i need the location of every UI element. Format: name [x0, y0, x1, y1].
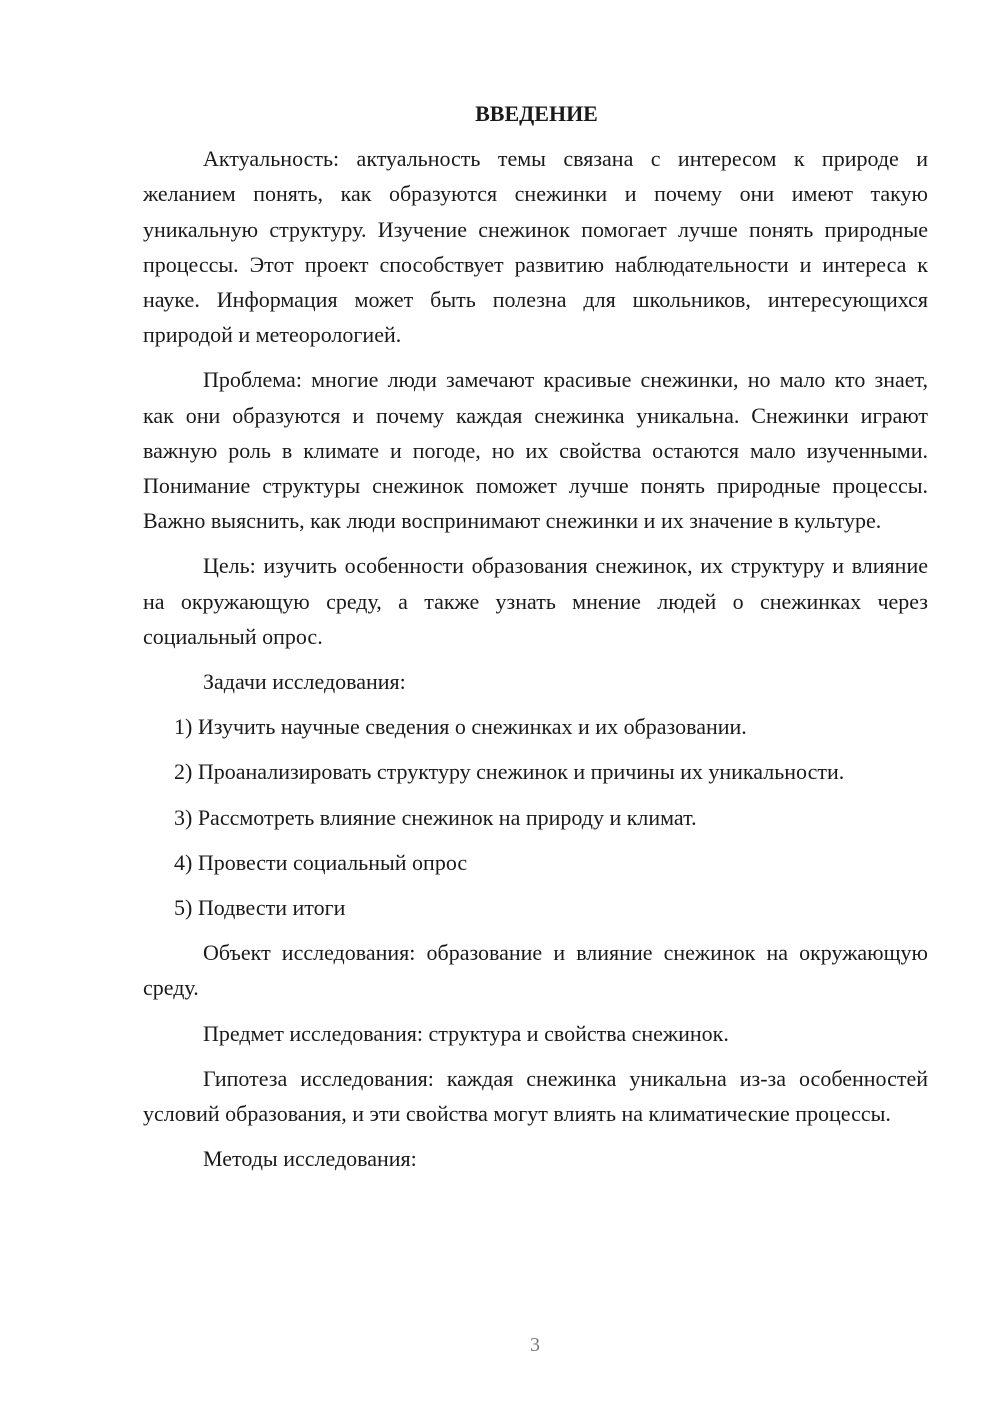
- page-number: 3: [530, 1334, 540, 1356]
- page-content: [143, 96, 928, 1186]
- subject-paragraph: Предмет исследования: структура и свойства снежинок.: [203, 1020, 729, 1046]
- task-item-5: 5) Подвести итоги: [174, 895, 346, 921]
- task-item-1: 1) Изучить научные сведения о снежинках и их образовании.: [174, 714, 747, 740]
- tasks-heading: Задачи исследования:: [203, 669, 406, 695]
- problem-paragraph: Проблема: многие люди замечают красивые снежинки, но мало кто знает, как они образуются и почему каждая снежинка уникальна. Снежинки играют важную роль в климате и погоде, но их свойства остаются мало изученными. Понимание структуры снежинок поможет лучше понять природные процессы. Важно выяснить, как люди воспринимают снежинки и их значение в культуре.: [143, 367, 928, 534]
- methods-heading: Методы исследования:: [203, 1146, 417, 1172]
- relevance-paragraph: Актуальность: актуальность темы связана с интересом к природе и желанием понять, как образуются снежинки и почему они имеют такую уникальную структуру. Изучение снежинок помогает лучше понять природные процессы. Этот проект способствует развитию наблюдательности и интереса к науке. Информация может быть полезна для школьников, интересующихся природой и метеорологией.: [143, 146, 928, 348]
- task-item-2: 2) Проанализировать структуру снежинок и причины их уникальности.: [174, 759, 845, 785]
- goal-paragraph: Цель: изучить особенности образования снежинок, их структуру и влияние на окружающую среду, а также узнать мнение людей о снежинках через социальный опрос.: [143, 553, 928, 649]
- hypothesis-paragraph: Гипотеза исследования: каждая снежинка уникальна из-за особенностей условий образования, и эти свойства могут влиять на климатические процессы.: [143, 1065, 928, 1127]
- task-item-4: 4) Провести социальный опрос: [174, 849, 468, 875]
- page-title: ВВЕДЕНИЕ: [475, 101, 598, 126]
- task-item-3: 3) Рассмотреть влияние снежинок на природу и климат.: [174, 804, 697, 830]
- object-paragraph: Объект исследования: образование и влияние снежинок на окружающую среду.: [143, 940, 928, 1001]
